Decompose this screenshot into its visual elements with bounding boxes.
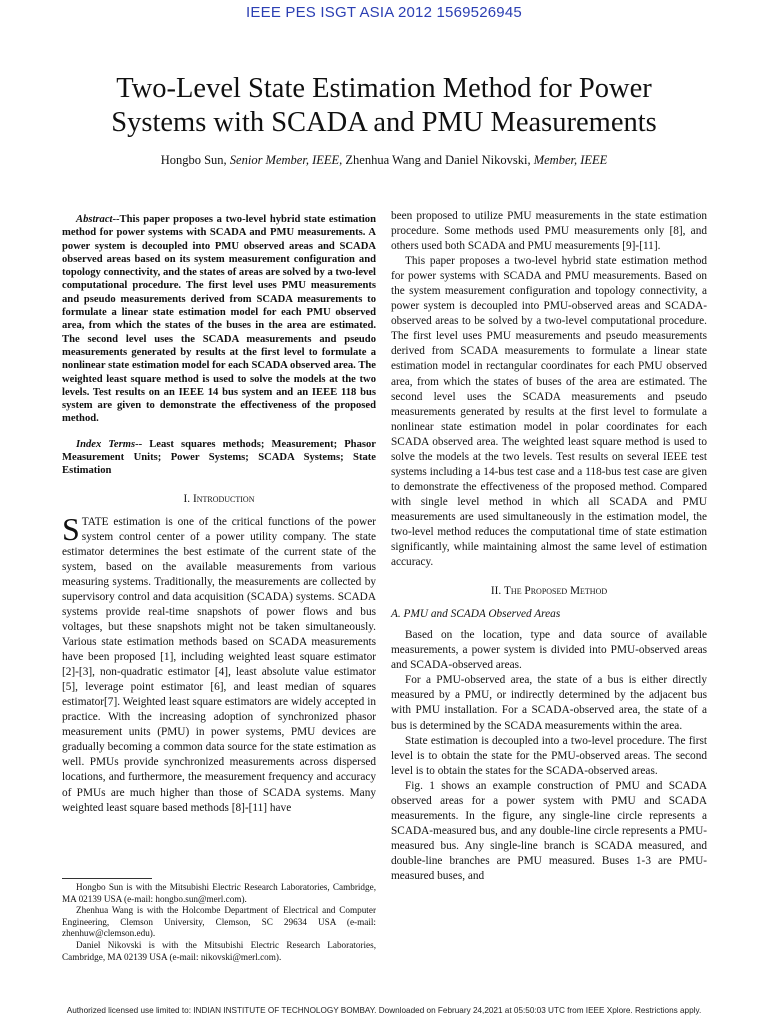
abstract-lead: Abstract — [76, 214, 113, 225]
license-footer: Authorized licensed use limited to: INDIAN INSTITUTE OF TECHNOLOGY BOMBAY. Downloaded on February 24,2021 at 05:50:03 UTC from IEEE Xplore. Restrictions apply. — [66, 1006, 702, 1015]
footnote-2: Zhenhua Wang is with the Holcombe Department of Electrical and Computer Engineering, Clemson University, Clemson, SC 29634 USA (e-mail: zhenhuw@clemson.edu). — [62, 905, 376, 939]
paragraph-contribution: This paper proposes a two-level hybrid state estimation method for power systems with SCADA and PMU measurements. Based on the system measurement configuration and topology connectivity, a power system is decoupled into PMU-observed areas and SCADA-observed areas to be solved by a two-level computational procedure. The first level uses PMU measurements and pseudo measurements derived from SCADA measurements to formulate a linear state estimation model in rectangular coordinates for each PMU observed area, from which the states of buses of the area are estimated. The second level uses the SCADA measurements and pseudo measurements generated by results at the first level to formulate a nonlinear state estimation model in polar coordinates for each SCADA observed area. The weighted least square method is used to solve the models at the two levels. Test results on several IEEE test systems including a 14-bus test case and a 118-bus test case are given to demonstrate the effectiveness of the proposed method. Compared with single level method in which all SCADA and PMU measurements are used simultaneously in the estimation model, the two-level method reduces the computational time of state estimation significantly, while maintaining almost the same level of estimation accuracy. — [391, 255, 707, 569]
author-line — [40, 153, 728, 168]
index-terms-text: -- Least squares methods; Measurement; Phasor Measurement Units; Power Systems; SCADA Systems; State Estimation — [62, 438, 376, 477]
footnote-1: Hongbo Sun is with the Mitsubishi Electric Research Laboratories, Cambridge, MA 02139 USA (e-mail: hongbo.sun@merl.com). — [62, 882, 376, 904]
left-column — [62, 213, 376, 816]
author-1-role: Senior Member, IEEE — [229, 153, 340, 167]
intro-text: TATE estimation is one of the critical functions of the power system control center of a power utility company. The state estimator determines the best estimate of the current state of the system, based on the available measurements from various measuring systems. Traditionally, the measurements are collected by supervisory control and data acquisition (SCADA) systems. SCADA systems provide real-time snapshots of power flows and bus voltages, but these snapshots might not be taken simultaneously. Various state estimation methods based on SCADA measurements have been proposed [1], including weighted least square estimator [2]-[3], non-quadratic estimator [4], least absolute value estimator [5], leverage point estimator [6], and least median of squares estimator[7]. Weighted least square estimators are widely accepted in practice. With the increasing adoption of synchronized phasor measurement units (PMU) in power systems, PMU devices are gradually becoming a common data source for the state estimation as well. PMUs provide synchronized measurements across dispersed locations, and furthermore, the measurement frequency and accuracy of PMUs are much higher than those of SCADA systems. Many weighted least square based methods [8]-[11] have — [62, 515, 376, 814]
footnote-divider — [62, 878, 152, 879]
author-footnotes — [62, 882, 376, 963]
conference-header: IEEE PES ISGT ASIA 2012 1569526945 — [246, 4, 522, 21]
section-heading-proposed-method — [391, 584, 707, 599]
paper-title — [40, 72, 728, 140]
section-number: II. — [490, 585, 505, 598]
title-line-1: Two-Level State Estimation Method for Power — [116, 73, 652, 104]
author-1-name: Hongbo Sun, — [160, 153, 230, 167]
index-terms — [62, 438, 376, 478]
abstract — [62, 213, 376, 426]
drop-cap: S — [62, 510, 80, 547]
author-2-3-names: , Zhenhua Wang and Daniel Nikovski, — [339, 153, 534, 167]
title-line-2: Systems with SCADA and PMU Measurements — [111, 107, 657, 138]
section-title: The Proposed Method — [504, 585, 608, 598]
subsection-heading-a: A. PMU and SCADA Observed Areas — [391, 608, 561, 621]
index-terms-lead: Index Terms — [76, 438, 136, 450]
paragraph-continued: been proposed to utilize PMU measurements in the state estimation procedure. Some methods used PMU measurements only [8], and others used both SCADA and PMU measurements [9]-[11]. — [391, 210, 707, 253]
section-heading-introduction — [62, 492, 376, 507]
intro-paragraph — [62, 510, 376, 816]
right-column — [391, 209, 707, 884]
paragraph-two-level: State estimation is decoupled into a two-level procedure. The first level is to obtain the state for the PMU-observed areas. The second level is to obtain the states for the SCADA-observed areas. — [391, 734, 707, 777]
paragraph-fig1: Fig. 1 shows an example construction of PMU and SCADA observed areas for a power system with PMU and SCADA measurements. In the figure, any single-line circle represents a SCADA-measured bus, and any double-line circle represents a PMU-measured bus. Any single-line branch is SCADA measured, and double-line branches are PMU measured. Buses 1-3 are PMU-measured buses, and — [391, 779, 707, 882]
section-number: I. — [183, 492, 193, 505]
author-3-role: Member, IEEE — [533, 153, 608, 167]
abstract-text: --This paper proposes a two-level hybrid state estimation method for power systems with SCADA and PMU measurements. A power system is decoupled into PMU observed areas and SCADA observed areas based on its system measurement configuration and topology connectivity, and the states of areas are solved by a two-level computational procedure. The first level uses PMU measurements and pseudo measurements derived from SCADA measurements to formulate a linear state estimation model for each PMU observed area, from which the states of the buses in the area are estimated. The second level uses the SCADA measurements and pseudo measurements generated by results at the first level to formulate a nonlinear state estimation model for each SCADA observed area. The weighted least square method is used to solve the models at the two levels. Test results on an IEEE 14 bus system and an IEEE 118 bus system are given to demonstrate the effectiveness of the proposed method. — [62, 214, 376, 425]
paragraph-areas: Based on the location, type and data source of available measurements, a power system is divided into PMU-observed areas and SCADA-observed areas. — [391, 629, 707, 672]
paragraph-pmu-area: For a PMU-observed area, the state of a bus is either directly measured by a PMU, or indirectly determined by the adjacent bus with PMU installation. For a SCADA-observed area, the state of a bus is determined by the SCADA measurements within the area. — [391, 674, 707, 732]
section-title: Introduction — [192, 492, 255, 505]
footnote-3: Daniel Nikovski is with the Mitsubishi Electric Research Laboratories, Cambridge, MA 02139 USA (e-mail: nikovski@merl.com). — [62, 939, 376, 962]
